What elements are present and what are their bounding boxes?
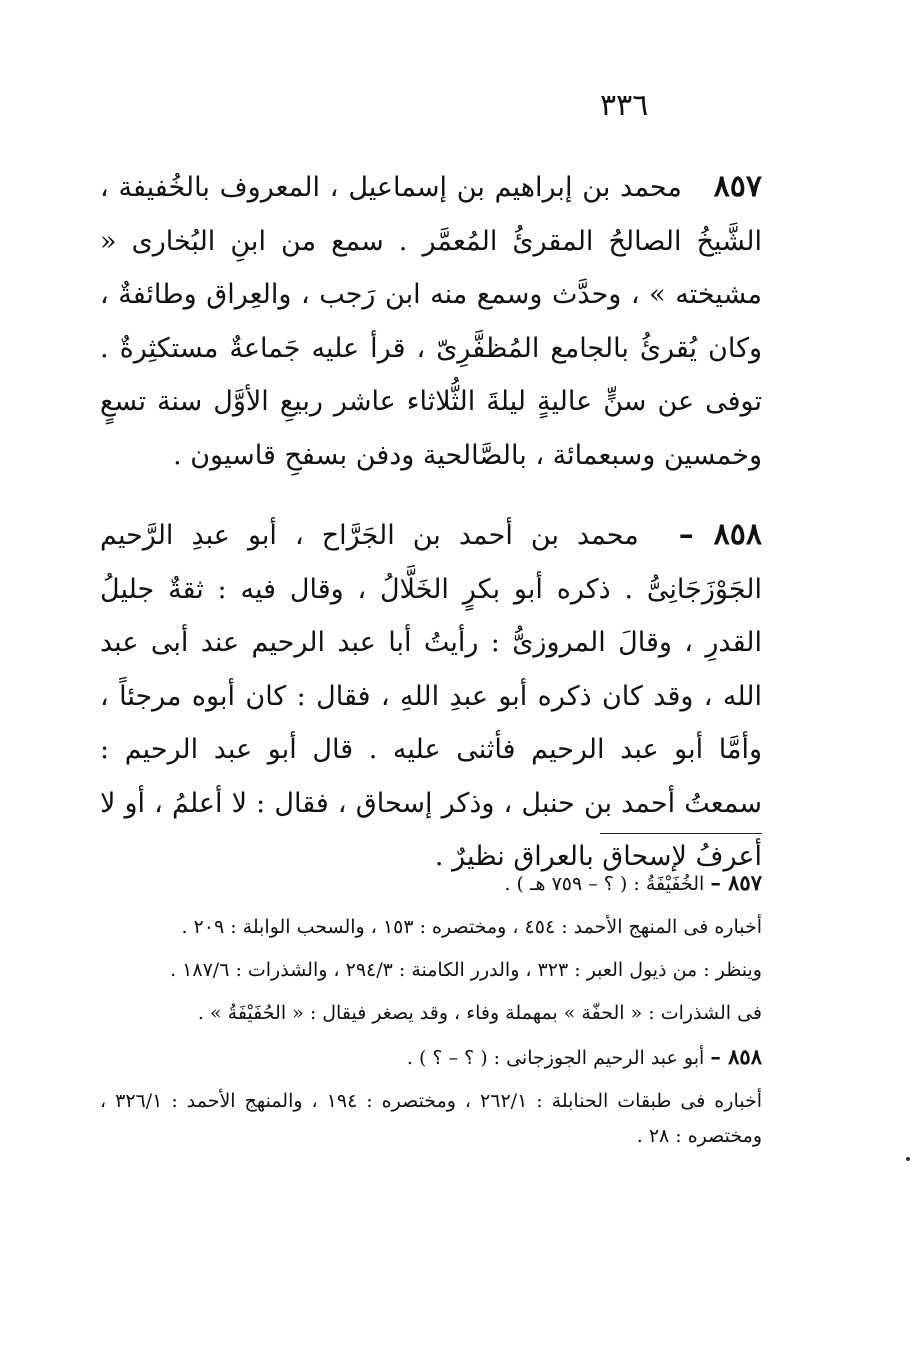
main-text — [100, 160, 762, 884]
footnote-line: أخباره فى طبقات الحنابلة : ٢٦٢/١ ، ومختصره : ١٩٤ ، والمنهج الأحمد : ٣٢٦/١ ، ومختصره : ٢٨ . — [100, 1090, 762, 1147]
scan-dot-mark — [906, 1157, 910, 1161]
page-number: ٣٣٦ — [600, 88, 649, 123]
footnote-858 — [100, 1039, 762, 1154]
footnote-number: ٨٥٨ – — [710, 1044, 762, 1069]
entry-number: ٨٥٨ – — [678, 517, 762, 552]
footnote-separator — [600, 833, 762, 834]
entry-text: محمد بن إبراهيم بن إسماعيل ، المعروف بالخُفيفة ، الشَّيخُ الصالحُ المقرئُ المُعمَّر . سمع من ابنِ البُخارى « مشيخته » ، وحدَّث وسمع منه ابن رَجب ، والعِراق وطائفةٌ ، وكان يُقرئُ بالجامع المُظفَّرِىّ ، قرأ عليه جَماعةٌ مستكثِرةٌ . توفى عن سنٍّ عاليةٍ ليلةَ الثُّلاثاء عاشر ربيعِ الأوَّل سنة تسعٍ وخمسين وسبعمائة ، بالصَّالحية ودفن بسفحِ قاسيون . — [100, 172, 762, 471]
entry-text: محمد بن أحمد بن الجَرَّاح ، أبو عبدِ الرَّحيم الجَوْزَجَانِىُّ . ذكره أبو بكرٍ الخَلَّالُ ، وقال فيه : ثقةٌ جليلُ القدرِ ، وقالَ المروزىُّ : رأيتُ أبا عبد الرحيم عند أبى عبد الله ، وقد كان ذكره أبو عبدِ اللهِ ، فقال : كان أبوه مرجئاً ، وأمَّا أبو عبد الرحيم فأثنى عليه . قال أبو عبد الرحيم : سمعتُ أحمد بن حنبل ، وذكر إسحاق ، فقال : لا أعلمُ ، أو لا أعرفُ لإسحاق بالعراق نظيرٌ . — [100, 520, 762, 872]
footnote-heading — [100, 865, 762, 902]
footnote-heading — [100, 1039, 762, 1076]
footnote-heading-text: أبو عبد الرحيم الجوزجانى : ( ؟ – ؟ ) . — [406, 1047, 705, 1069]
entry-858 — [100, 508, 762, 884]
footnote-line: أخباره فى المنهج الأحمد : ٤٥٤ ، ومختصره : ١٥٣ ، والسحب الوابلة : ٢٠٩ . — [181, 916, 762, 938]
entry-857 — [100, 160, 762, 482]
footnote-number: ٨٥٧ – — [710, 870, 762, 895]
footnote-857 — [100, 865, 762, 1031]
footnote-heading-text: الخُفَيْفَةُ : ( ؟ – ٧٥٩ هـ ) . — [504, 873, 705, 895]
footnotes — [100, 865, 762, 1162]
footnote-line: فى الشذرات : « الحفّة » بمهملة وفاء ، وقد يصغر فيقال : « الحُفَيْفَةُ » . — [197, 1002, 762, 1024]
entry-number: ٨٥٧ — [713, 169, 762, 204]
footnote-line: وينظر : من ذيول العبر : ٣٢٣ ، والدرر الكامنة : ٢٩٤/٣ ، والشذرات : ١٨٧/٦ . — [170, 959, 762, 981]
